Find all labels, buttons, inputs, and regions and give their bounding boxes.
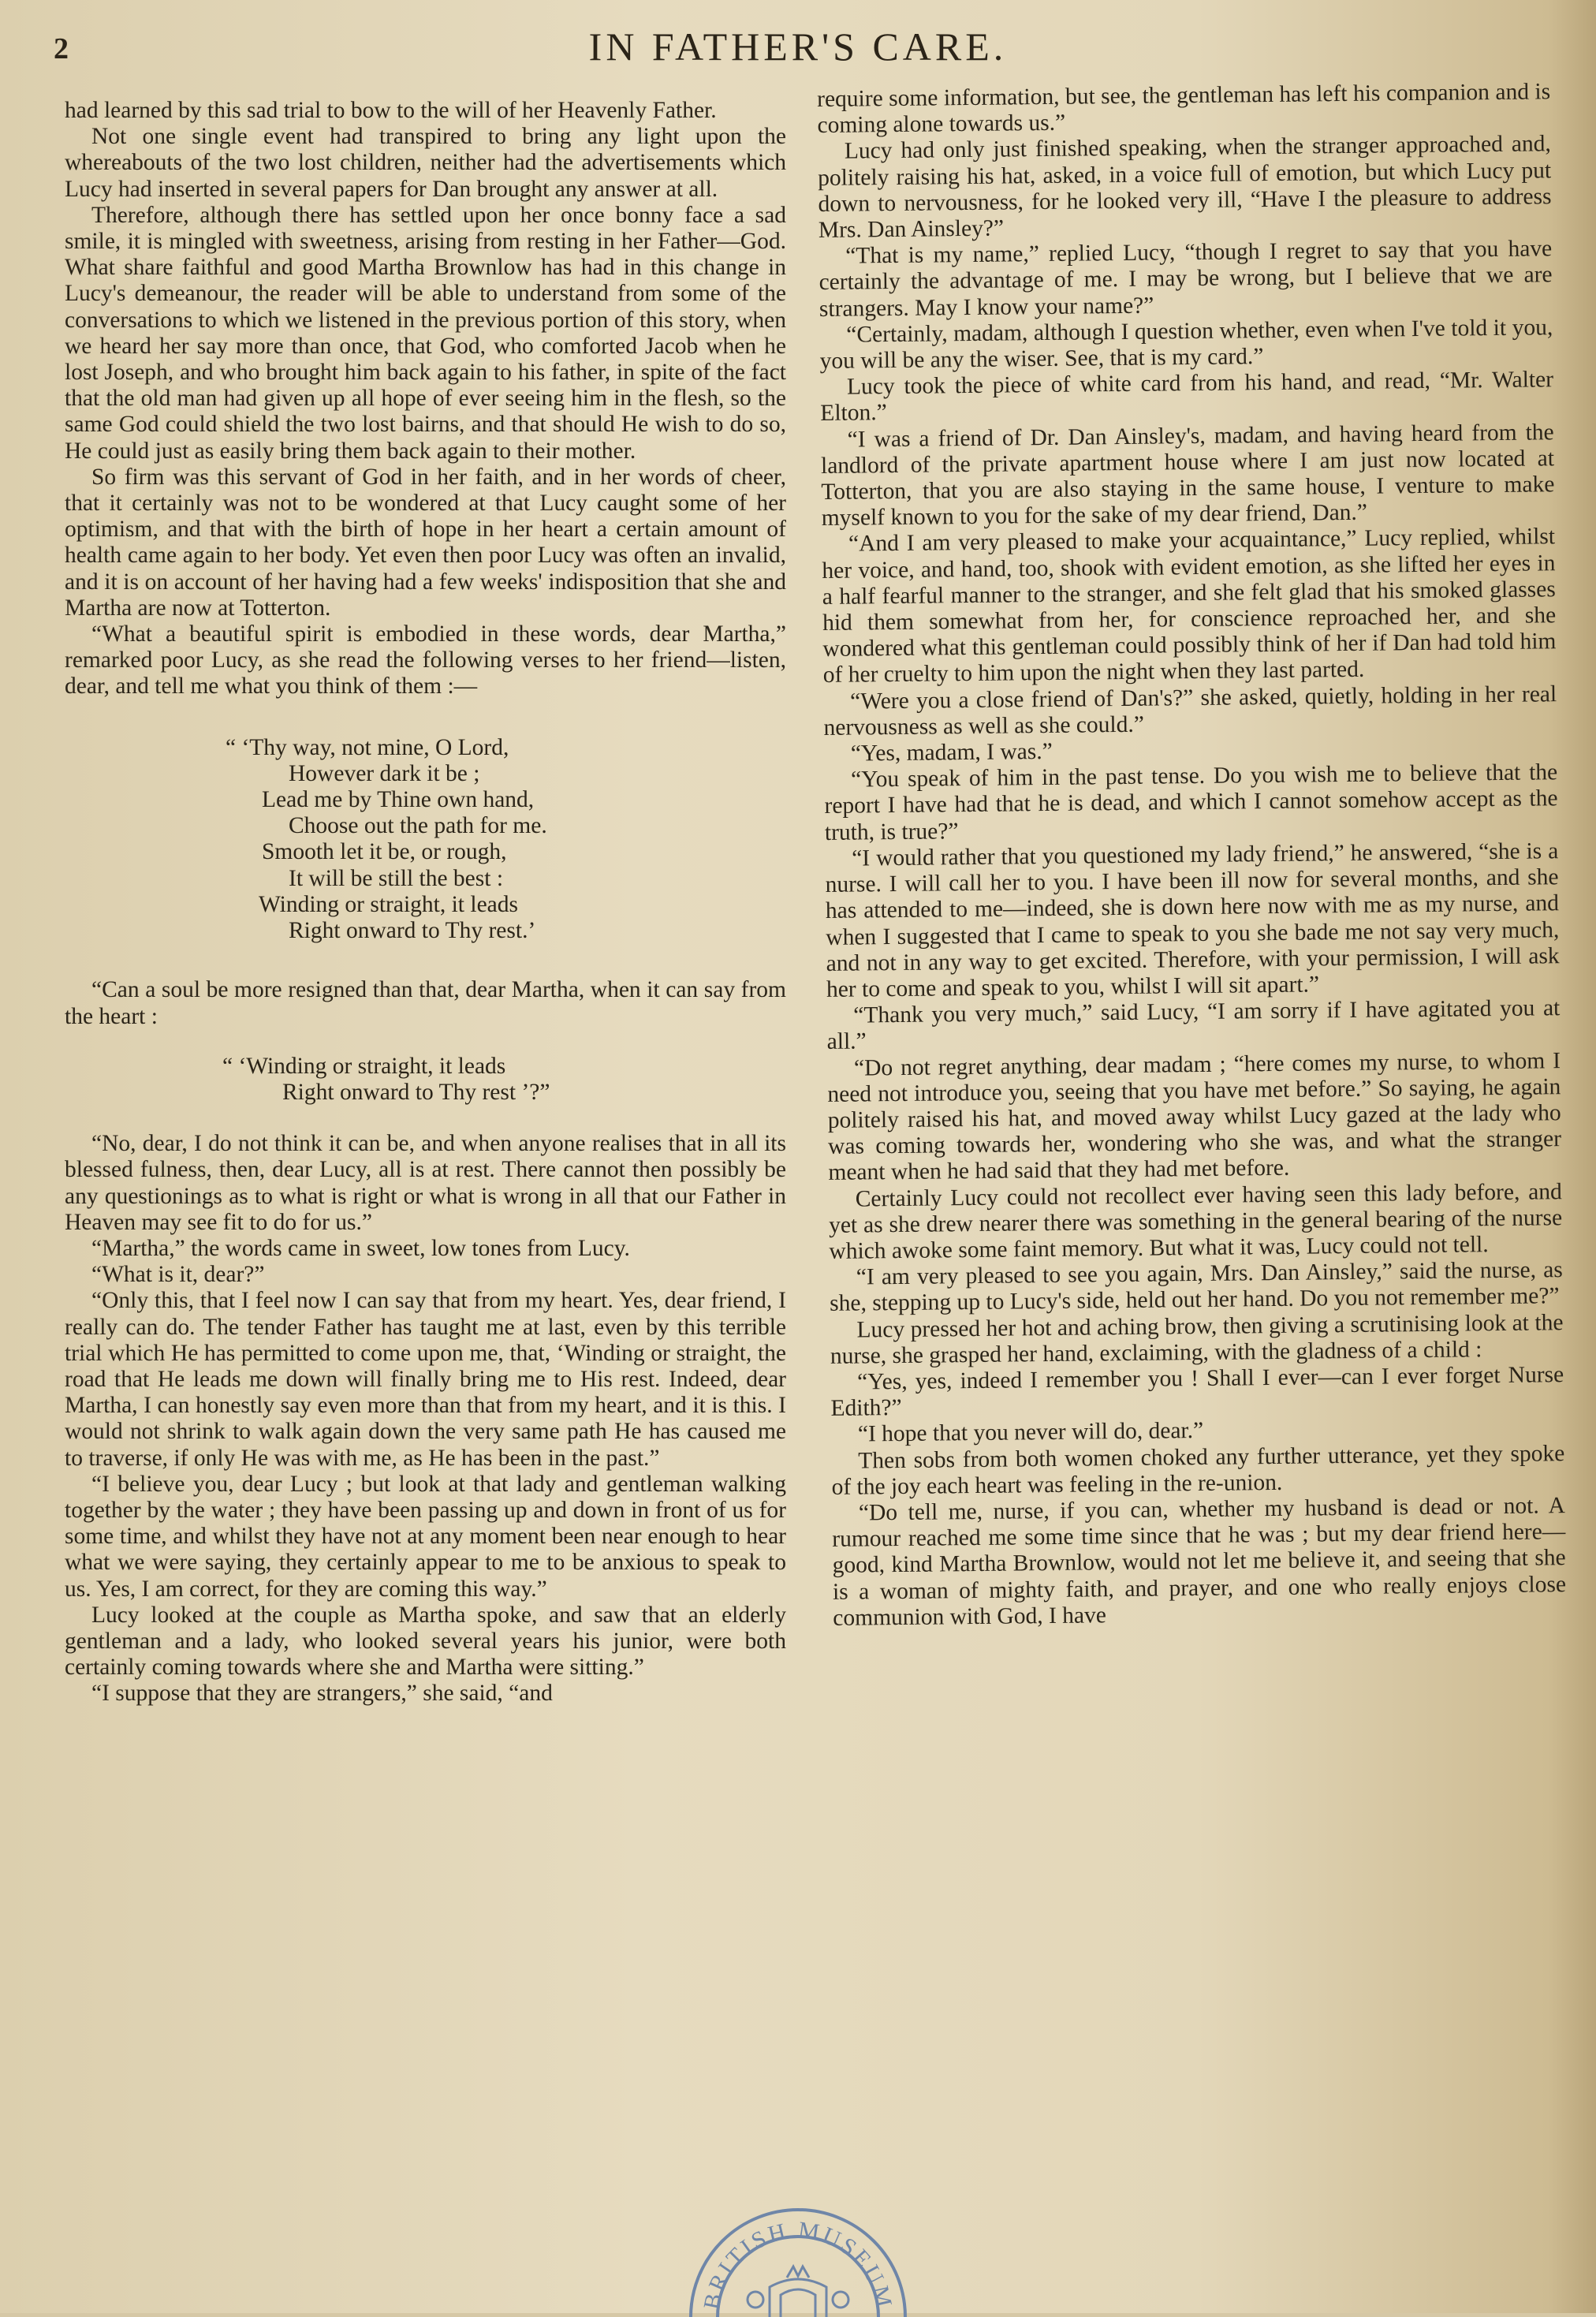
left-column xyxy=(65,98,786,1707)
paragraph: “Do tell me, nurse, if you can, whether my husband is dead or not. A rumour reached me some time since that he was ; but my dear friend here—good, kind Martha Brownlow, would not let me believe it, and seeing that she is a woman of mighty faith, and prayer, and one who really enjoys close communion with God, I have xyxy=(832,1493,1567,1631)
verse-line: Choose out the path for me. xyxy=(289,813,547,839)
paragraph: “I would rather that you questioned my lady friend,” he answered, “she is a nurse. I will call her to you. I have been ill now for several months, and she has attended to me—indeed, she is down here now with me as my nurse, and when I suggested that I came to speak to you she bade me not say very much, and not in any way to get excited. Therefore, with your permission, I will ask her to come and speak to you, whilst I will sit apart.” xyxy=(825,838,1560,1002)
paragraph: “I hope that you never will do, dear.” xyxy=(857,1418,1204,1447)
paragraph: “Can a soul be more resigned than that, dear Martha, when it can say from the heart : xyxy=(65,977,786,1029)
paragraph: Lucy had only just finished speaking, when the stranger approached and, politely raising his hat, asked, in a voice full of emotion, but which Lucy put down to nervousness, for he looked very ill, “Have I the pleasure to address Mrs. Dan Ainsley?” xyxy=(818,131,1552,244)
paragraph: “I was a friend of Dr. Dan Ainsley's, madam, and having heard from the landlord of the private apartment house where I am just now located at Totterton, that you are also staying in the same house, I venture to make myself known to you for the sake of my dear friend, Dan.” xyxy=(820,419,1555,532)
paragraph: So firm was this servant of God in her faith, and in her words of cheer, that it certainly was not to be wondered at that Lucy caught some of her optimism, and that with the birth of hope in her heart a certain amount of health came again to her body. Yet even then poor Lucy was often an invalid, and it is on account of her having had a few weeks' indisposition that she and Martha are now at Totterton. xyxy=(65,464,786,621)
paragraph: “I am very pleased to see you again, Mrs. Dan Ainsley,” said the nurse, as she, stepping up to Lucy's side, held out her hand. Do you not remember me?” xyxy=(829,1257,1563,1317)
verse-line: Lead me by Thine own hand, xyxy=(262,787,535,813)
paragraph: “Martha,” the words came in sweet, low tones from Lucy. xyxy=(91,1235,630,1261)
verse-line: Right onward to Thy rest ’?” xyxy=(282,1079,550,1105)
verse-line: However dark it be ; xyxy=(289,760,480,786)
paragraph: “I suppose that they are strangers,” she said, “and xyxy=(91,1681,553,1707)
paragraph: “And I am very pleased to make your acquaintance,” Lucy replied, whilst her voice, and hand, too, shook with evident emotion, as she lifted her eyes in a half fearful manner to the stranger, and she felt glad that his smoked glasses hid them somewhat from her, for conscience reproached her, and she wondered what this gentleman could possibly think of her if Dan had told him of her cruelty to him upon the night when they last parted. xyxy=(822,524,1557,688)
paragraph: “Yes, yes, indeed I remember you ! Shall I ever—can I ever forget Nurse Edith?” xyxy=(830,1362,1564,1422)
paragraph: “Certainly, madam, although I question whether, even when I've told it you, you will be any the wiser. See, that is my card.” xyxy=(819,315,1553,375)
paragraph: “Do not regret anything, dear madam ; “here comes my nurse, to whom I need not introduce you, seeing that you have met before.” So saying, he again politely raised his hat, and moved away whilst Lucy gazed at the lady who was coming towards her, wondering who she was, and what the stranger meant when he had said that they had met before. xyxy=(827,1047,1562,1186)
verse-line: “ ‘Winding or straight, it leads xyxy=(222,1053,506,1079)
paragraph: had learned by this sad trial to bow to the will of her Heavenly Father. xyxy=(65,98,717,123)
running-title: IN FATHER'S CARE. xyxy=(588,24,1008,69)
verse-couplet xyxy=(65,1054,786,1106)
paragraph: “Were you a close friend of Dan's?” she asked, quietly, holding in her real nervousness as well as she could.” xyxy=(823,681,1557,741)
paragraph: Lucy looked at the couple as Martha spoke, and saw that an elderly gentleman and a lady, who looked several years his junior, were both certainly coming towards where she and Martha were sitting.” xyxy=(65,1602,786,1681)
paragraph: “Only this, that I feel now I can say that from my heart. Yes, dear friend, I really can do. The tender Father has taught me at last, even by this terrible trial which He has permitted to come upon me, that, ‘Winding or straight, the road that He leads me down will finally bring me to His rest. Indeed, dear Martha, I can honestly say even more than that from my heart, and it is this. I would not shrink to walk again down the very same path He has caused me to traverse, if only He was with me, as He has been in the past.” xyxy=(65,1288,786,1471)
verse-line: “ ‘Thy way, not mine, O Lord, xyxy=(226,734,509,760)
verse-line: Winding or straight, it leads xyxy=(259,891,518,917)
paragraph: “No, dear, I do not think it can be, and when anyone realises that in all its blessed fulness, then, dear Lucy, all is at rest. There cannot then possibly be any questionings as to what is right or what is wrong in all that our Father in Heaven may see fit to do for us.” xyxy=(65,1131,786,1235)
paragraph: require some information, but see, the gentleman has left his companion and is coming alone towards us.” xyxy=(817,79,1551,139)
paragraph: “That is my name,” replied Lucy, “though I regret to say that you have certainly the advantage of me. I may be wrong, but I believe that we are strangers. May I know your name?” xyxy=(819,236,1553,322)
stamp-text: BRITISH MUSEUM xyxy=(699,2217,898,2312)
right-column xyxy=(817,79,1566,1632)
verse-block xyxy=(65,735,786,945)
paragraph: “Yes, madam, I was.” xyxy=(850,738,1053,767)
verse-line: Right onward to Thy rest.’ xyxy=(289,918,536,944)
paragraph: Lucy pressed her hot and aching brow, then giving a scrutinising look at the nurse, she grasped her hand, exclaiming, with the gladness of a child : xyxy=(830,1309,1564,1369)
paragraph: Certainly Lucy could not recollect ever having seen this lady before, and yet as she drew nearer there was something in the general bearing of the nurse which awoke some faint memory. But what it was, Lucy could not tell. xyxy=(828,1178,1563,1264)
library-stamp-icon xyxy=(683,2199,913,2317)
paragraph: Then sobs from both women choked any further utterance, yet they spoke of the joy each heart was feeling in the re-union. xyxy=(831,1440,1565,1500)
paragraph: “What a beautiful spirit is embodied in these words, dear Martha,” remarked poor Lucy, as she read the following verses to her friend—listen, dear, and tell me what you think of them :— xyxy=(65,621,786,700)
verse-line: It will be still the best : xyxy=(289,865,504,891)
paragraph: “You speak of him in the past tense. Do you wish me to believe that the report I have had that he is dead, and which I cannot somehow accept as the truth, is true?” xyxy=(824,759,1558,845)
paragraph: Lucy took the piece of white card from his hand, and read, “Mr. Walter Elton.” xyxy=(820,367,1554,427)
paragraph: “Thank you very much,” said Lucy, “I am sorry if I have agitated you at all.” xyxy=(826,995,1561,1055)
page-number: 2 xyxy=(54,32,69,65)
verse-line: Smooth let it be, or rough, xyxy=(262,839,507,865)
paragraph: Not one single event had transpired to bring any light upon the whereabouts of the two lost children, neither had the advertisements which Lucy had inserted in several papers for Dan brought any answer at all. xyxy=(65,124,786,202)
paragraph: “I believe you, dear Lucy ; but look at that lady and gentleman walking together by the water ; they have been passing up and down in front of us for some time, and whilst they have not at any moment been near enough to hear what we were saying, they certainly appear to me to be anxious to speak to us. Yes, I am correct, for they are coming this way.” xyxy=(65,1471,786,1602)
paragraph: Therefore, although there has settled upon her once bonny face a sad smile, it is mingled with sweetness, arising from resting in her Father—God. What share faithful and good Martha Brownlow has had in this change in Lucy's demeanour, the reader will be able to understand from some of the conversations to which we listened in the previous portion of this story, when we heard her say more than once, that God, who comforted Jacob when he lost Joseph, and who brought him back again to his father, in spite of the fact that the old man had given up all hope of ever seeing him in the flesh, so the same God could shield the two lost bairns, and that should He wish to do so, He could just as easily bring them back again to their mother. xyxy=(65,202,786,464)
paragraph: “What is it, dear?” xyxy=(91,1262,265,1288)
